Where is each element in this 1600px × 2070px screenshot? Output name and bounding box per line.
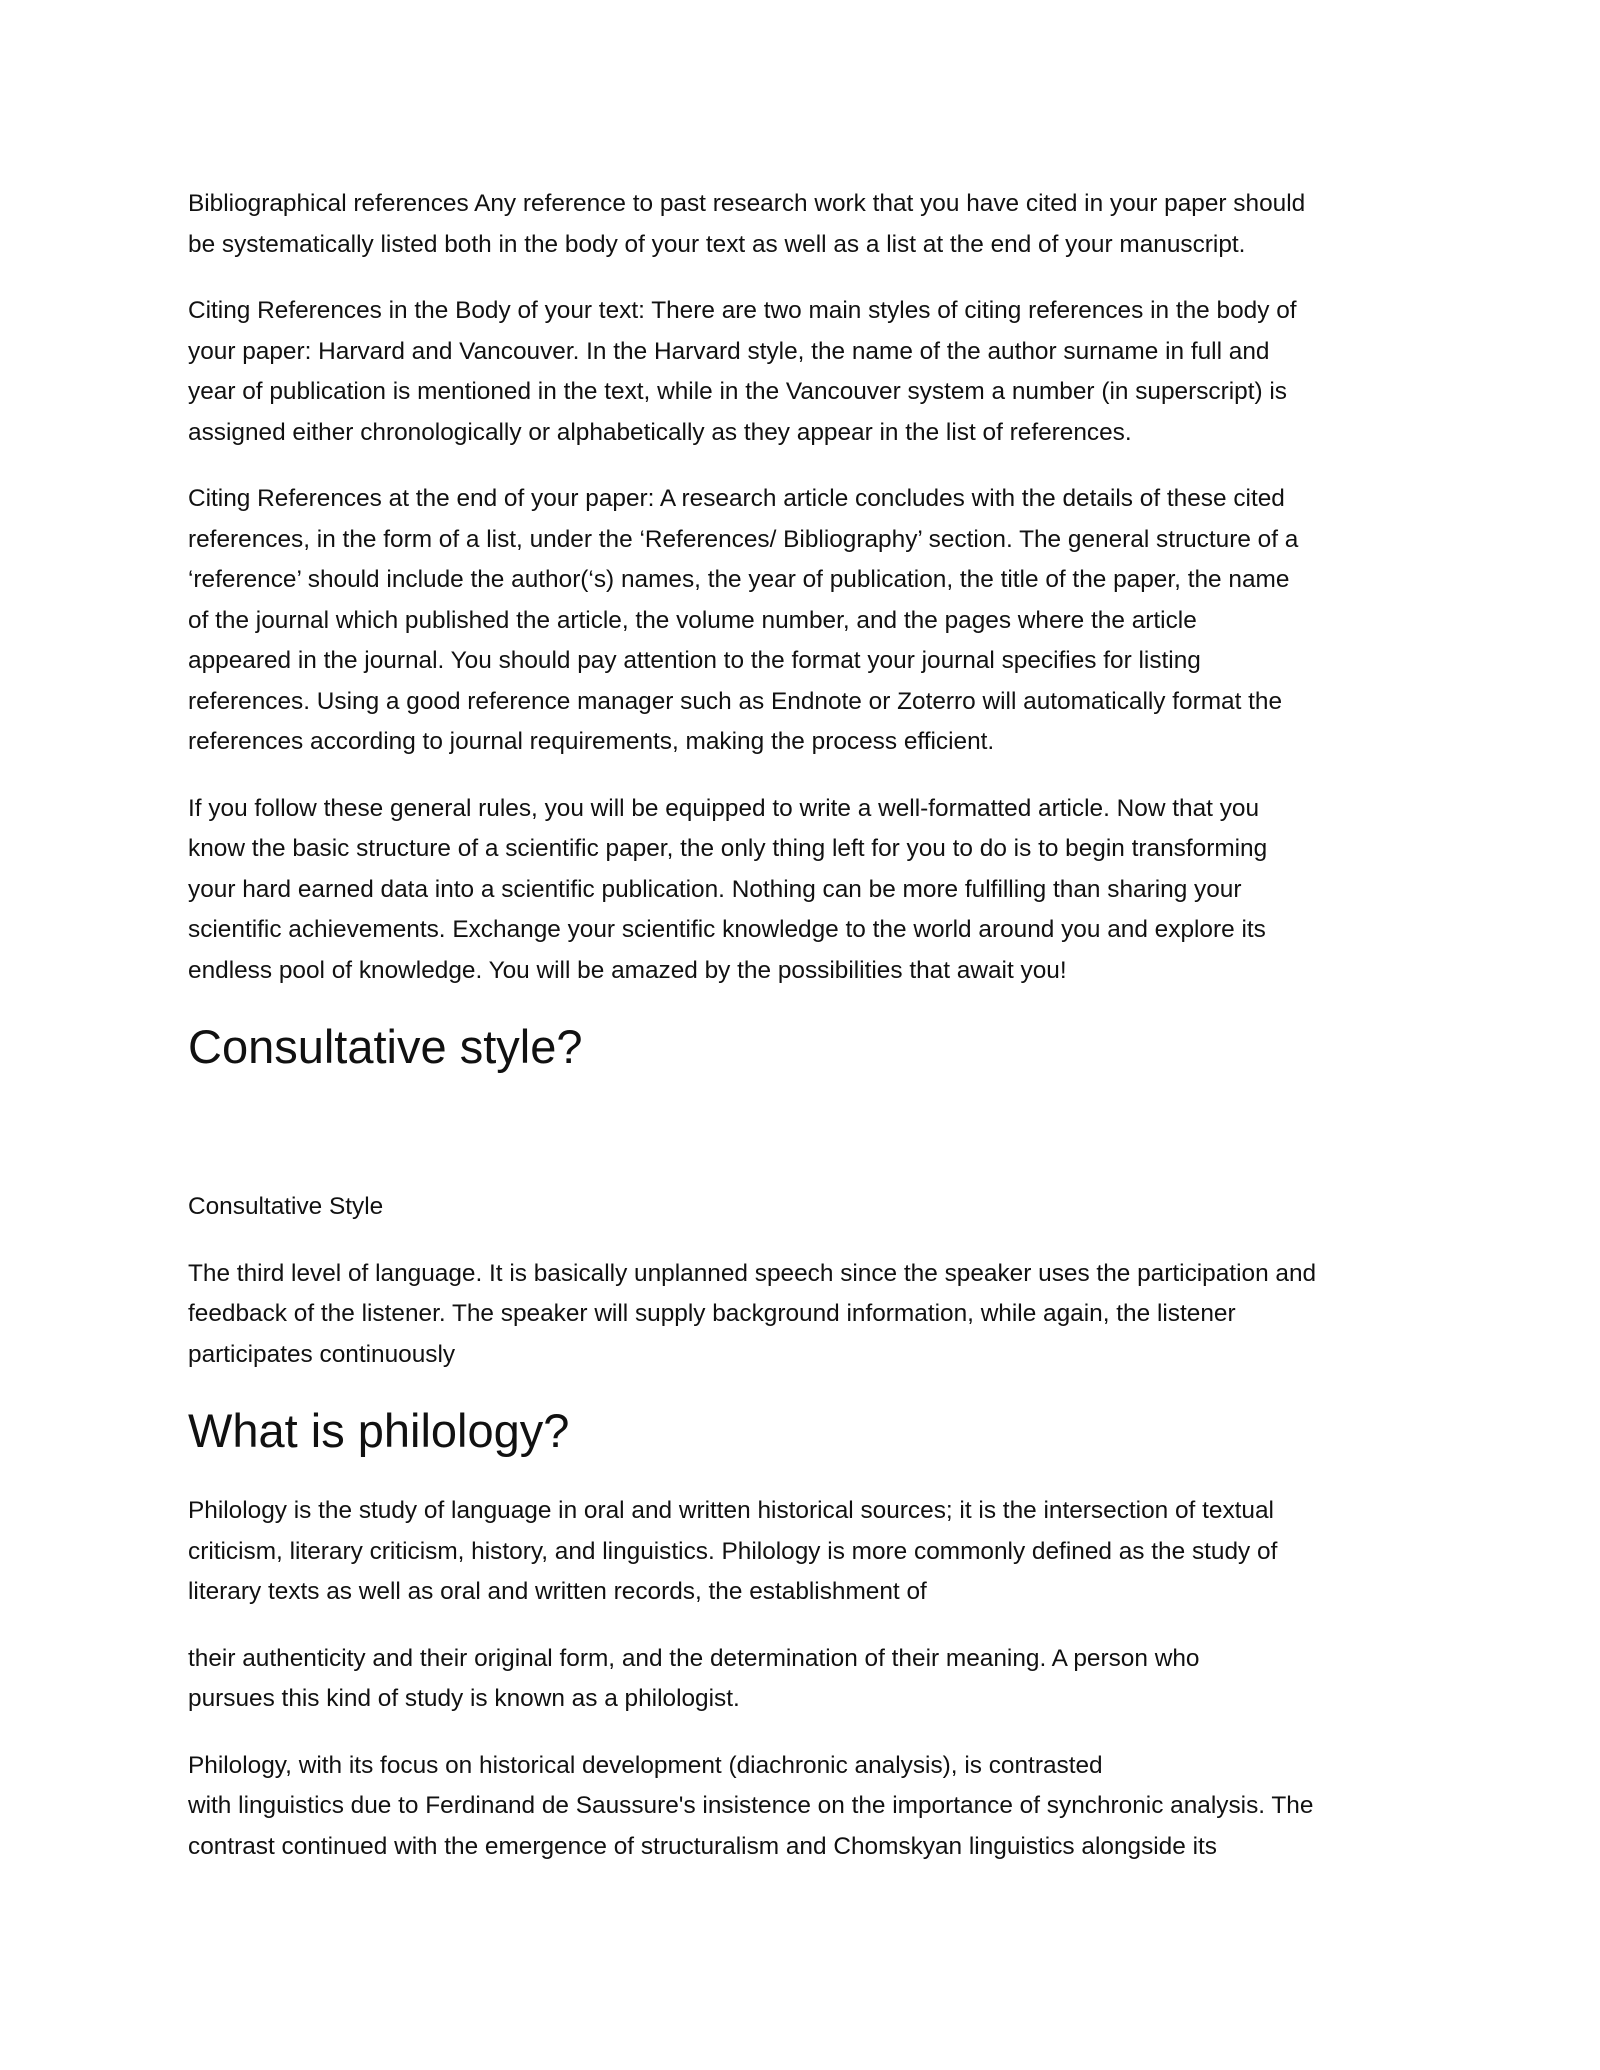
paragraph-consultative-definition (188, 1254, 1428, 1376)
text-line: with linguistics due to Ferdinand de Saussure's insistence on the importance of synchronic analysis. The (188, 1792, 1314, 1819)
text-line: references according to journal requirements, making the process efficient. (188, 728, 995, 755)
paragraph-general-rules (188, 789, 1428, 992)
text-line: know the basic structure of a scientific paper, the only thing left for you to do is to begin transforming (188, 835, 1268, 862)
text-line: your paper: Harvard and Vancouver. In the Harvard style, the name of the author surname in full and (188, 337, 1270, 365)
text-line: contrast continued with the emergence of structuralism and Chomskyan linguistics alongside its (188, 1832, 1217, 1860)
text-line: Philology, with its focus on historical development (diachronic analysis), is contrasted (188, 1751, 1103, 1779)
text-line: year of publication is mentioned in the text, while in the Vancouver system a number (in superscript) is (188, 378, 1288, 405)
text-line: Citing References at the end of your paper: A research article concludes with the details of these cited (188, 485, 1285, 512)
text-line: pursues this kind of study is known as a philologist. (188, 1685, 740, 1712)
paragraph-philologist (188, 1639, 1428, 1720)
text-line: Bibliographical references Any reference to past research work that you have cited in your paper should (188, 190, 1306, 217)
text-line: references, in the form of a list, under the ‘References/ Bibliography’ section. The general structure of a (188, 525, 1299, 553)
text-line: your hard earned data into a scientific publication. Nothing can be more fulfilling than sharing your (188, 875, 1242, 903)
paragraph-philology-linguistics (188, 1746, 1428, 1868)
text-line: criticism, literary criticism, history, and linguistics. Philology is more commonly defined as the study of (188, 1537, 1278, 1565)
text-line: ‘reference’ should include the author(‘s) names, the year of publication, the title of the paper, the name (188, 566, 1290, 593)
paragraph-philology-definition (188, 1491, 1428, 1613)
text-line: feedback of the listener. The speaker will supply background information, while again, the listener (188, 1300, 1236, 1327)
text-line: scientific achievements. Exchange your scientific knowledge to the world around you and explore its (188, 916, 1266, 943)
document-page (188, 184, 1428, 1893)
paragraph-bibliographical-references (188, 184, 1428, 265)
text-line: Citing References in the Body of your text: There are two main styles of citing references in the body of (188, 297, 1297, 324)
text-line: their authenticity and their original form, and the determination of their meaning. A person who (188, 1644, 1200, 1672)
text-line: participates continuously (188, 1340, 456, 1368)
text-line: assigned either chronologically or alphabetically as they appear in the list of references. (188, 418, 1132, 446)
text-line: of the journal which published the article, the volume number, and the pages where the article (188, 606, 1197, 634)
heading-consultative-style: Consultative style? (188, 1020, 583, 1073)
paragraph-citing-body (188, 291, 1428, 453)
text-line: appeared in the journal. You should pay attention to the format your journal specifies for listing (188, 647, 1201, 674)
text-line: If you follow these general rules, you will be equipped to write a well-formatted article. Now that you (188, 794, 1260, 822)
paragraph-citing-end (188, 479, 1428, 763)
text-line: Consultative Style (188, 1193, 384, 1220)
text-line: endless pool of knowledge. You will be amazed by the possibilities that await you! (188, 956, 1067, 984)
text-line: be systematically listed both in the body of your text as well as a list at the end of your manuscript. (188, 230, 1246, 258)
heading-what-is-philology: What is philology? (188, 1404, 570, 1457)
paragraph-consultative-label (188, 1187, 1428, 1228)
text-line: literary texts as well as oral and written records, the establishment of (188, 1578, 927, 1605)
text-line: The third level of language. It is basically unplanned speech since the speaker uses the participation and (188, 1259, 1317, 1287)
text-line: Philology is the study of language in oral and written historical sources; it is the intersection of textual (188, 1497, 1274, 1524)
text-line: references. Using a good reference manager such as Endnote or Zoterro will automatically format the (188, 687, 1283, 715)
